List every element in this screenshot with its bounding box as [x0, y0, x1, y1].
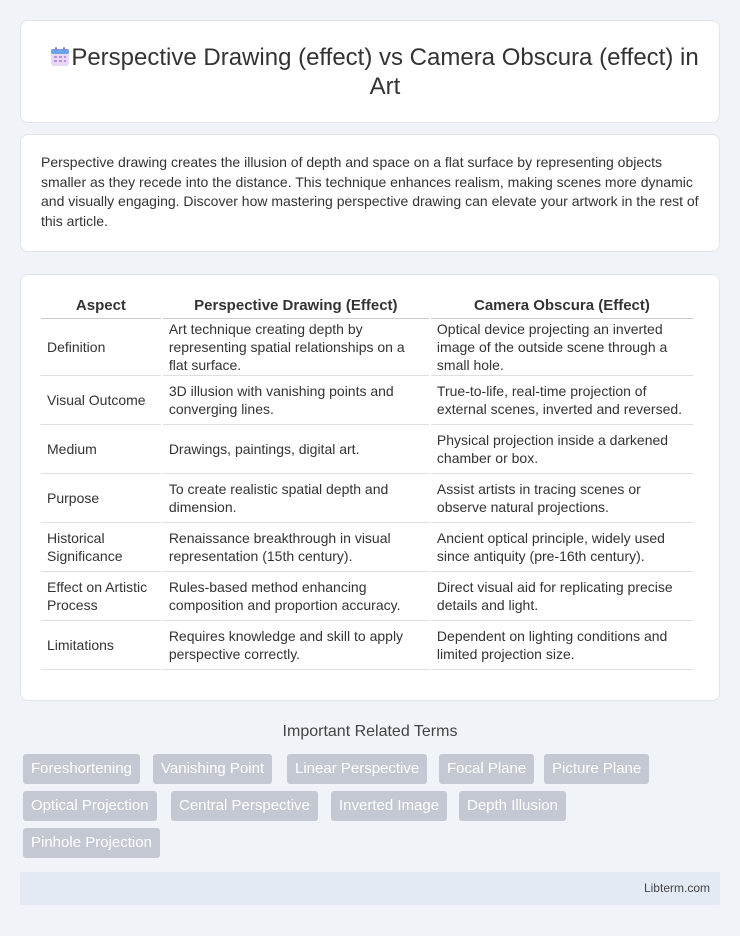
related-terms-heading: Important Related Terms [282, 723, 458, 740]
comparison-table-card [20, 274, 720, 701]
cell-obscura: Ancient optical principle, widely used since antiquity (pre-16th century). [431, 523, 693, 572]
table-row [41, 319, 693, 376]
table-row [41, 425, 693, 474]
cell-obscura: Assist artists in tracing scenes or observe natural projections. [431, 474, 693, 523]
tag-focal-plane[interactable]: Focal Plane [439, 754, 534, 784]
cell-aspect: Purpose [41, 474, 161, 523]
cell-obscura: Optical device projecting an inverted image of the outside scene through a small hole. [431, 319, 693, 376]
tag-optical-projection[interactable]: Optical Projection [23, 791, 157, 821]
tag-depth-illusion[interactable]: Depth Illusion [459, 791, 566, 821]
cell-perspective: Art technique creating depth by representing spatial relationships on a flat surface. [163, 319, 429, 376]
table-header-row [41, 293, 693, 319]
intro-card [20, 134, 720, 252]
header-camera-obscura: Camera Obscura (Effect) [431, 293, 693, 319]
cell-aspect: Historical Significance [41, 523, 161, 572]
cell-aspect: Definition [41, 319, 161, 376]
page-title: Perspective Drawing (effect) vs Camera Obscura (effect) in Art [71, 44, 699, 100]
cell-aspect: Effect on Artistic Process [41, 572, 161, 621]
cell-obscura: Physical projection inside a darkened chamber or box. [431, 425, 693, 474]
cell-obscura: Direct visual aid for replicating precise details and light. [431, 572, 693, 621]
table-row [41, 523, 693, 572]
tag-foreshortening[interactable]: Foreshortening [23, 754, 140, 784]
tag-central-perspective[interactable]: Central Perspective [171, 791, 318, 821]
footer-site-link[interactable]: Libterm.com [643, 881, 710, 895]
header-aspect: Aspect [41, 293, 161, 319]
cell-aspect: Visual Outcome [41, 376, 161, 425]
table-row [41, 621, 693, 670]
tag-vanishing-point[interactable]: Vanishing Point [153, 754, 272, 784]
cell-perspective: Renaissance breakthrough in visual representation (15th century). [163, 523, 429, 572]
cell-obscura: Dependent on lighting conditions and limited projection size. [431, 621, 693, 670]
table-row [41, 474, 693, 523]
table-row [41, 572, 693, 621]
cell-aspect: Medium [41, 425, 161, 474]
cell-perspective: Drawings, paintings, digital art. [163, 425, 429, 474]
table-row [41, 376, 693, 425]
tag-pinhole-projection[interactable]: Pinhole Projection [23, 828, 160, 858]
comparison-table [39, 293, 695, 670]
cell-perspective: Rules-based method enhancing composition and proportion accuracy. [163, 572, 429, 621]
cell-perspective: To create realistic spatial depth and dimension. [163, 474, 429, 523]
tag-inverted-image[interactable]: Inverted Image [331, 791, 447, 821]
title-card [20, 20, 720, 123]
cell-perspective: Requires knowledge and skill to apply perspective correctly. [163, 621, 429, 670]
header-perspective-drawing: Perspective Drawing (Effect) [163, 293, 429, 319]
cell-obscura: True-to-life, real-time projection of external scenes, inverted and reversed. [431, 376, 693, 425]
footer [20, 872, 720, 905]
tag-linear-perspective[interactable]: Linear Perspective [287, 754, 427, 784]
cell-aspect: Limitations [41, 621, 161, 670]
cell-perspective: 3D illusion with vanishing points and converging lines. [163, 376, 429, 425]
tag-picture-plane[interactable]: Picture Plane [544, 754, 649, 784]
intro-paragraph: Perspective drawing creates the illusion of depth and space on a flat surface by representing objects smaller as they recede into the distance. This technique enhances realism, making scenes more dynamic and visually engaging. Discover how mastering perspective drawing can elevate your artwork in the rest of this article. [41, 154, 699, 229]
